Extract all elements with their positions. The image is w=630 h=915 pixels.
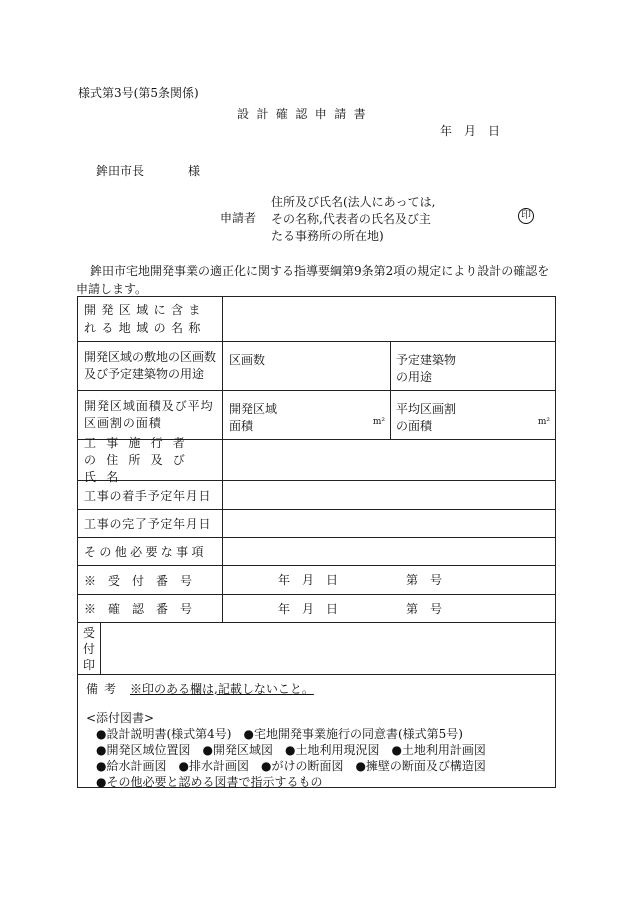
unit-sqm: m² [372,417,385,427]
label-other-matters [78,538,223,565]
notes-section [78,675,555,787]
label-text: 開発区域面積及び平均区画割の面積 [84,399,214,430]
form-number: 様式第3号(第5条関係) [78,86,199,100]
attachments-line-2 [86,742,547,758]
confirmation-number: 第 号 [406,602,443,616]
notes-text: ※印のある欄は,記載しないこと。 [130,682,314,696]
attachment-item: ●排水計画図 [178,759,249,773]
attachment-item: ●擁壁の断面及び構造図 [355,759,486,773]
seal-mark: 印 [518,208,534,224]
attachment-item: ●設計説明書(様式第4号) [96,727,232,741]
confirmation-date: 年 月 日 [278,602,339,616]
label-text: 工事の完了予定年月日 [84,517,212,531]
attachment-item: ●開発区域図 [202,743,273,757]
row-area [78,391,555,440]
label-development-area-name [78,297,223,341]
label-receipt-number [78,566,223,594]
attachment-item: ●土地利用現況図 [284,743,380,757]
input-lot-count[interactable] [223,342,391,390]
input-completion-date[interactable] [223,510,555,537]
lot-count-label: 区画数 [229,353,266,367]
input-development-area[interactable] [223,391,391,439]
attachment-item: ●土地利用計画図 [391,743,486,757]
unit-sqm: m² [537,417,550,427]
label-text: 工事の着手予定年月日 [84,488,212,503]
label-text: 開発区域の敷地の区画数及び予定建築物の用途 [84,350,217,381]
recipient-name: 鉾田市長 [96,164,145,178]
row-contractor [78,435,555,484]
label-text: その他必要な事項 [84,545,207,559]
attachments-line-4 [86,774,547,790]
label-text: 工事施行者の住所及び氏名 [84,435,196,484]
attachment-item: ●開発区域位置図 [96,743,191,757]
receipt-number: 第 号 [406,573,443,587]
input-start-date[interactable] [223,481,555,509]
input-planned-building-use[interactable] [390,342,555,390]
row-development-area-name [78,297,555,342]
attachment-item: ●その他必要と認める図書で指示するもの [96,775,323,789]
application-form-table [77,296,556,788]
development-area-label: 開発区域面積 [229,402,278,433]
applicant-description: 住所及び氏名(法人にあっては,その名称,代表者の氏名及び主たる事務所の所在地) [271,195,436,243]
label-confirmation-number [78,595,223,622]
attachment-item: ●宅地開発事業施行の同意書(様式第5号) [243,727,463,741]
confirmation-number-field [223,595,555,622]
planned-building-use-label: 予定建築物の用途 [396,353,457,384]
label-text: 開発区域に含まれる地域の名称 [84,303,206,335]
attachments-line-3 [86,758,547,774]
intro-text [76,262,550,298]
input-development-area-name[interactable] [223,297,555,341]
input-other-matters[interactable] [223,538,555,565]
label-contractor [78,435,223,484]
label-start-date [78,481,223,509]
input-contractor[interactable] [223,440,555,480]
receipt-date: 年 月 日 [278,573,339,587]
label-area [78,391,223,439]
notes-label: 備考 [86,682,123,696]
row-lots-and-use [78,342,555,391]
receipt-stamp-label-cell [78,623,101,674]
average-lot-area-label: 平均区画割の面積 [396,402,457,433]
input-average-lot-area[interactable] [390,391,555,439]
label-lots-and-use [78,342,223,390]
receipt-stamp-area [100,623,555,674]
attachment-item: ●給水計画図 [96,759,167,773]
row-receipt-stamp [78,623,555,675]
recipient-suffix: 様 [188,164,201,178]
row-other-matters [78,538,555,566]
applicant-label: 申請者 [220,211,257,225]
attachments-title: <添付図書> [86,711,155,725]
application-date: 年 月 日 [440,124,501,138]
document-title: 設計確認申請書 [237,107,374,121]
intro-line-2: 申請します。 [76,282,148,296]
attachment-item: ●がけの断面図 [260,759,344,773]
row-confirmation-number [78,595,555,623]
notes-remarks [86,681,547,697]
receipt-number-field [223,566,555,594]
row-start-date [78,481,555,510]
label-completion-date [78,510,223,537]
row-receipt-number [78,566,555,595]
label-text: ※ 確 認 番 号 [84,602,193,616]
intro-line-1: 鉾田市宅地開発事業の適正化に関する指導要綱第9条第2項の規定により設計の確認を [90,264,550,278]
recipient [96,162,200,179]
attachments-line-1 [86,726,547,742]
label-text: ※ 受 付 番 号 [84,573,193,588]
row-completion-date [78,510,555,538]
receipt-stamp-label: 受付印 [83,626,96,672]
